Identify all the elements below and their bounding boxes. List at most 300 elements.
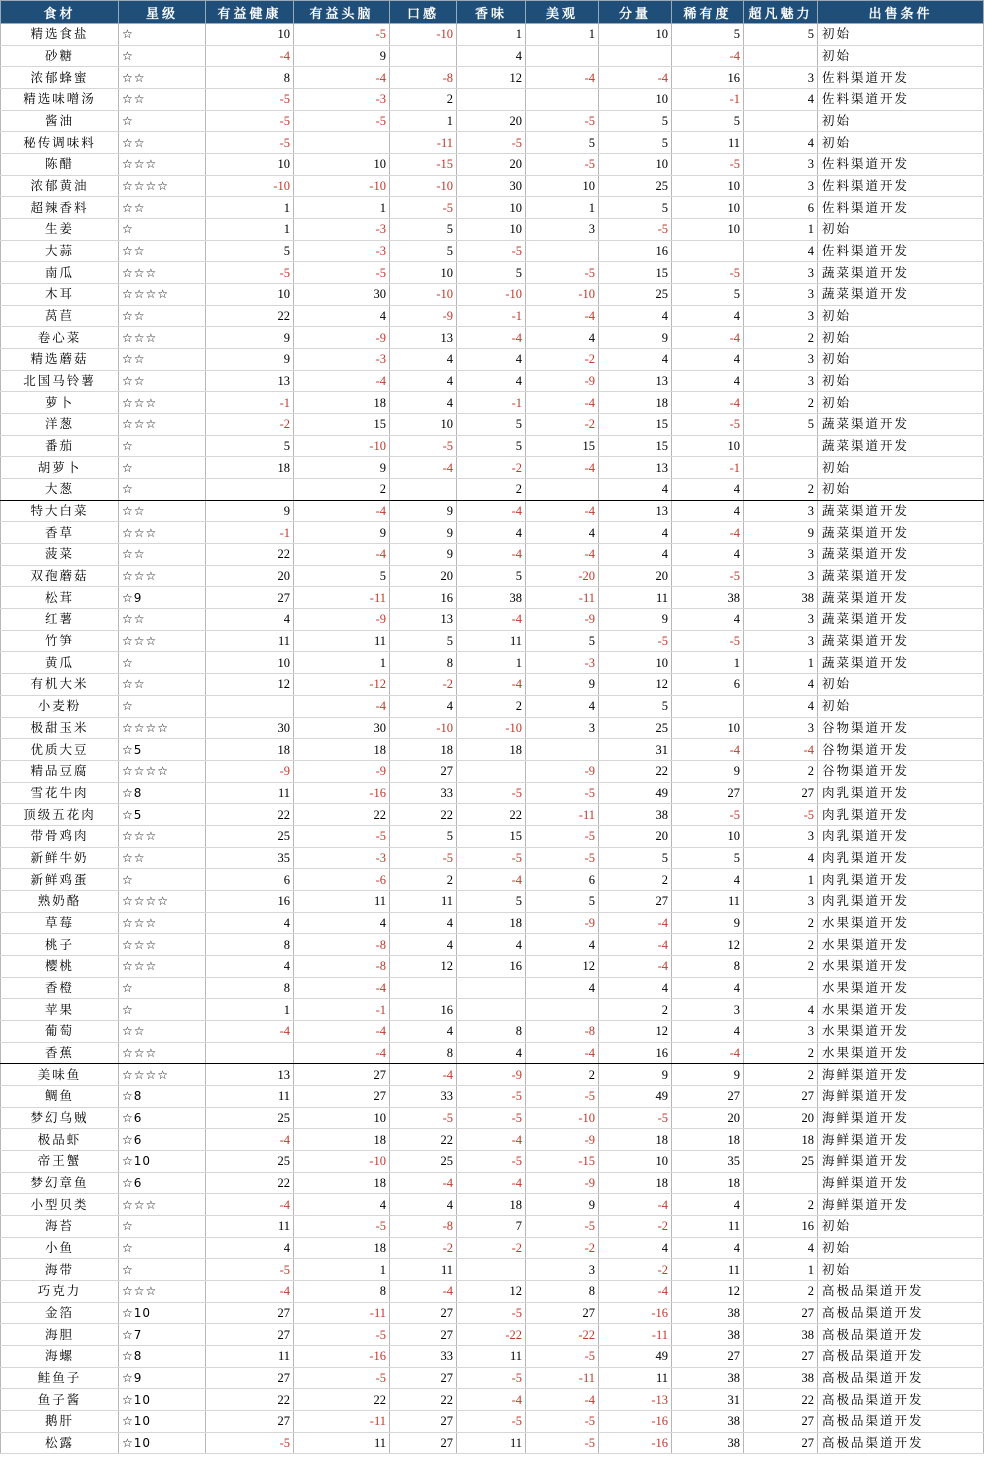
stat-cell: 20	[457, 154, 526, 176]
stat-cell: 3	[744, 1020, 818, 1042]
stat-cell: 5	[672, 24, 744, 46]
stat-cell: 9	[672, 912, 744, 934]
stat-cell: 4	[599, 305, 672, 327]
star-rating-cell: ☆☆☆	[119, 565, 206, 587]
stat-cell: -5	[672, 630, 744, 652]
star-rating-cell: ☆☆	[119, 132, 206, 154]
table-row	[1, 1150, 984, 1172]
stat-cell: 4	[599, 479, 672, 501]
stat-cell: 11	[672, 1259, 744, 1281]
stat-cell: 4	[599, 1237, 672, 1259]
stat-cell: 30	[294, 284, 390, 306]
stat-cell: 4	[672, 500, 744, 522]
star-rating-cell: ☆☆	[119, 544, 206, 566]
sale-condition-cell: 肉乳渠道开发	[818, 890, 984, 912]
ingredient-name-cell: 南瓜	[1, 262, 119, 284]
stat-cell: 35	[672, 1150, 744, 1172]
sale-condition-cell: 佐料渠道开发	[818, 154, 984, 176]
stat-cell: 4	[672, 370, 744, 392]
star-rating-cell: ☆10	[119, 1432, 206, 1454]
stat-cell: 9	[390, 522, 457, 544]
stat-cell: 9	[206, 500, 294, 522]
stat-cell: 8	[672, 955, 744, 977]
stat-cell: 10	[672, 175, 744, 197]
stat-cell: -4	[672, 327, 744, 349]
stat-cell: -5	[294, 24, 390, 46]
stat-cell: 30	[457, 175, 526, 197]
star-rating-cell: ☆☆	[119, 674, 206, 696]
stat-cell: -2	[457, 1237, 526, 1259]
stat-cell: 10	[599, 1150, 672, 1172]
stat-cell: 9	[294, 45, 390, 67]
stat-cell: -4	[294, 370, 390, 392]
stat-cell: -15	[526, 1150, 599, 1172]
stat-cell: 13	[206, 1064, 294, 1086]
header-row	[1, 1, 984, 24]
star-rating-cell: ☆9	[119, 1367, 206, 1389]
stat-cell: -4	[206, 1194, 294, 1216]
star-rating-cell: ☆8	[119, 782, 206, 804]
stat-cell: -11	[294, 1411, 390, 1433]
stat-cell: -10	[526, 284, 599, 306]
star-rating-cell: ☆10	[119, 1411, 206, 1433]
stat-cell	[744, 457, 818, 479]
stat-cell: 4	[744, 999, 818, 1021]
stat-cell: 4	[672, 609, 744, 631]
stat-cell: 9	[390, 500, 457, 522]
stat-cell: -5	[206, 262, 294, 284]
stat-cell: 9	[390, 544, 457, 566]
stat-cell: -5	[457, 1085, 526, 1107]
stat-cell: 27	[390, 760, 457, 782]
stat-cell: -9	[526, 760, 599, 782]
stat-cell: 8	[390, 652, 457, 674]
stat-cell: -6	[294, 869, 390, 891]
stat-cell: 22	[206, 1172, 294, 1194]
stat-cell: -8	[526, 1020, 599, 1042]
stat-cell: -1	[672, 457, 744, 479]
ingredient-name-cell: 菠菜	[1, 544, 119, 566]
stat-cell: 10	[599, 89, 672, 111]
stat-cell: 2	[744, 1280, 818, 1302]
table-row	[1, 435, 984, 457]
stat-cell: -5	[390, 435, 457, 457]
stat-cell: 18	[599, 1172, 672, 1194]
star-rating-cell: ☆8	[119, 1345, 206, 1367]
sale-condition-cell: 初始	[818, 392, 984, 414]
stat-cell	[206, 695, 294, 717]
ingredient-name-cell: 极甜玉米	[1, 717, 119, 739]
stat-cell: -5	[457, 1302, 526, 1324]
table-row	[1, 1020, 984, 1042]
star-rating-cell: ☆☆☆	[119, 522, 206, 544]
sale-condition-cell: 佐料渠道开发	[818, 67, 984, 89]
stat-cell: -5	[294, 110, 390, 132]
stat-cell	[457, 977, 526, 999]
stat-cell: -4	[599, 1280, 672, 1302]
header-brain: 有益头脑	[294, 1, 390, 24]
ingredient-name-cell: 小鱼	[1, 1237, 119, 1259]
stat-cell: 22	[206, 305, 294, 327]
sale-condition-cell: 海鲜渠道开发	[818, 1085, 984, 1107]
stat-cell: 10	[206, 652, 294, 674]
stat-cell: 1	[294, 1259, 390, 1281]
stat-cell: 1	[390, 110, 457, 132]
stat-cell: 27	[206, 587, 294, 609]
stat-cell: 11	[206, 630, 294, 652]
stat-cell: -5	[390, 197, 457, 219]
stat-cell: -4	[526, 544, 599, 566]
stat-cell: -2	[599, 1215, 672, 1237]
stat-cell	[390, 977, 457, 999]
stat-cell: 10	[294, 154, 390, 176]
stat-cell: -11	[526, 804, 599, 826]
ingredient-name-cell: 北国马铃薯	[1, 370, 119, 392]
ingredient-name-cell: 巧克力	[1, 1280, 119, 1302]
stat-cell: 5	[390, 219, 457, 241]
stat-cell: -2	[390, 1237, 457, 1259]
stat-cell: 27	[672, 1345, 744, 1367]
ingredient-name-cell: 木耳	[1, 284, 119, 306]
stat-cell: 22	[599, 760, 672, 782]
stat-cell: -4	[457, 1129, 526, 1151]
stat-cell: 12	[526, 955, 599, 977]
stat-cell: 4	[457, 1042, 526, 1064]
stat-cell: -5	[294, 1367, 390, 1389]
table-row	[1, 197, 984, 219]
sale-condition-cell: 初始	[818, 110, 984, 132]
stat-cell: -5	[457, 782, 526, 804]
stat-cell: 49	[599, 1085, 672, 1107]
ingredient-name-cell: 梦幻乌贼	[1, 1107, 119, 1129]
star-rating-cell: ☆☆☆	[119, 414, 206, 436]
stat-cell: -4	[390, 1172, 457, 1194]
table-row	[1, 479, 984, 501]
stat-cell: -5	[206, 1432, 294, 1454]
stat-cell: -5	[526, 262, 599, 284]
sale-condition-cell: 高极品渠道开发	[818, 1411, 984, 1433]
sale-condition-cell: 初始	[818, 674, 984, 696]
table-row	[1, 825, 984, 847]
star-rating-cell: ☆☆☆	[119, 392, 206, 414]
stat-cell: 10	[206, 284, 294, 306]
table-body	[1, 24, 984, 1454]
stat-cell: 4	[457, 45, 526, 67]
stat-cell: 2	[526, 1064, 599, 1086]
sale-condition-cell: 初始	[818, 305, 984, 327]
sale-condition-cell: 初始	[818, 1237, 984, 1259]
stat-cell: 27	[390, 1367, 457, 1389]
stat-cell	[744, 435, 818, 457]
table-row	[1, 609, 984, 631]
stat-cell: 4	[457, 934, 526, 956]
star-rating-cell: ☆7	[119, 1324, 206, 1346]
stat-cell: -4	[599, 1194, 672, 1216]
ingredient-name-cell: 小型贝类	[1, 1194, 119, 1216]
ingredient-name-cell: 香蕉	[1, 1042, 119, 1064]
stat-cell: 27	[599, 890, 672, 912]
stat-cell: -9	[294, 609, 390, 631]
sale-condition-cell: 水果渠道开发	[818, 977, 984, 999]
stat-cell: 3	[744, 349, 818, 371]
stat-cell: 27	[206, 1367, 294, 1389]
stat-cell: 49	[599, 1345, 672, 1367]
stat-cell: 12	[672, 934, 744, 956]
stat-cell: 4	[390, 934, 457, 956]
stat-cell: 13	[599, 370, 672, 392]
stat-cell: 4	[390, 1020, 457, 1042]
ingredient-name-cell: 陈醋	[1, 154, 119, 176]
stat-cell: 11	[206, 1215, 294, 1237]
stat-cell: -11	[599, 1324, 672, 1346]
stat-cell: -1	[457, 305, 526, 327]
stat-cell: -4	[457, 869, 526, 891]
stat-cell: 4	[457, 349, 526, 371]
stat-cell: 9	[294, 457, 390, 479]
stat-cell: 4	[672, 1237, 744, 1259]
stat-cell: 1	[206, 197, 294, 219]
sale-condition-cell: 蔬菜渠道开发	[818, 652, 984, 674]
stat-cell: -4	[672, 392, 744, 414]
stat-cell: 4	[744, 695, 818, 717]
stat-cell: 2	[744, 934, 818, 956]
stat-cell: -5	[206, 110, 294, 132]
stat-cell: 18	[294, 1237, 390, 1259]
table-row	[1, 782, 984, 804]
ingredient-name-cell: 熟奶酪	[1, 890, 119, 912]
table-row	[1, 565, 984, 587]
star-rating-cell: ☆☆☆	[119, 327, 206, 349]
ingredient-name-cell: 松露	[1, 1432, 119, 1454]
ingredient-name-cell: 鱼子酱	[1, 1389, 119, 1411]
sale-condition-cell: 高极品渠道开发	[818, 1389, 984, 1411]
table-row	[1, 1215, 984, 1237]
stat-cell: 5	[526, 890, 599, 912]
stat-cell: 4	[390, 370, 457, 392]
stat-cell: 4	[672, 479, 744, 501]
stat-cell: 2	[744, 392, 818, 414]
stat-cell: 1	[526, 24, 599, 46]
sale-condition-cell: 初始	[818, 219, 984, 241]
stat-cell: 12	[206, 674, 294, 696]
stat-cell: -4	[390, 457, 457, 479]
star-rating-cell: ☆	[119, 219, 206, 241]
stat-cell: 20	[599, 565, 672, 587]
stat-cell: 3	[744, 544, 818, 566]
ingredient-name-cell: 大蒜	[1, 240, 119, 262]
stat-cell	[294, 132, 390, 154]
stat-cell: 27	[390, 1411, 457, 1433]
stat-cell: 10	[390, 414, 457, 436]
stat-cell: 2	[744, 1194, 818, 1216]
stat-cell: 2	[599, 869, 672, 891]
stat-cell: 4	[672, 305, 744, 327]
stat-cell: 8	[294, 1280, 390, 1302]
stat-cell	[526, 240, 599, 262]
sale-condition-cell: 蔬菜渠道开发	[818, 565, 984, 587]
stat-cell: -5	[526, 154, 599, 176]
stat-cell: 3	[744, 630, 818, 652]
stat-cell	[672, 695, 744, 717]
stat-cell: 5	[744, 414, 818, 436]
stat-cell: -5	[206, 132, 294, 154]
sale-condition-cell: 初始	[818, 45, 984, 67]
stat-cell: -16	[294, 1345, 390, 1367]
stat-cell: 4	[599, 349, 672, 371]
stat-cell	[390, 45, 457, 67]
stat-cell: -4	[390, 1280, 457, 1302]
stat-cell: -5	[526, 847, 599, 869]
stat-cell: -4	[294, 500, 390, 522]
stat-cell: 10	[672, 825, 744, 847]
stat-cell: 4	[526, 695, 599, 717]
sale-condition-cell: 水果渠道开发	[818, 912, 984, 934]
stat-cell: 27	[390, 1324, 457, 1346]
stat-cell: 18	[294, 739, 390, 761]
stat-cell: -4	[294, 544, 390, 566]
ingredient-name-cell: 鲷鱼	[1, 1085, 119, 1107]
stat-cell: 15	[526, 435, 599, 457]
stat-cell: 9	[206, 349, 294, 371]
ingredient-name-cell: 草莓	[1, 912, 119, 934]
stat-cell: 9	[294, 522, 390, 544]
star-rating-cell: ☆☆☆☆	[119, 175, 206, 197]
stat-cell: -4	[599, 955, 672, 977]
sale-condition-cell: 蔬菜渠道开发	[818, 544, 984, 566]
stat-cell: 13	[599, 500, 672, 522]
table-row	[1, 1259, 984, 1281]
stat-cell: -10	[390, 24, 457, 46]
stat-cell: 18	[599, 1129, 672, 1151]
ingredient-name-cell: 鹅肝	[1, 1411, 119, 1433]
stat-cell: 18	[390, 739, 457, 761]
stat-cell: -16	[294, 782, 390, 804]
table-row	[1, 1237, 984, 1259]
table-row	[1, 1280, 984, 1302]
stat-cell: -22	[457, 1324, 526, 1346]
stat-cell: 27	[744, 1302, 818, 1324]
stat-cell: 3	[744, 370, 818, 392]
stat-cell: 10	[599, 652, 672, 674]
stat-cell: 2	[744, 912, 818, 934]
table-row	[1, 1085, 984, 1107]
stat-cell: 5	[294, 565, 390, 587]
stat-cell: -11	[294, 587, 390, 609]
header-portion: 分量	[599, 1, 672, 24]
stat-cell: -11	[390, 132, 457, 154]
stat-cell: -9	[294, 760, 390, 782]
ingredient-name-cell: 生姜	[1, 219, 119, 241]
table-row	[1, 912, 984, 934]
stat-cell: 4	[294, 1194, 390, 1216]
stat-cell: -5	[526, 825, 599, 847]
star-rating-cell: ☆☆	[119, 67, 206, 89]
stat-cell: 27	[744, 1345, 818, 1367]
stat-cell: 5	[526, 132, 599, 154]
stat-cell: 3	[526, 219, 599, 241]
table-row	[1, 804, 984, 826]
stat-cell: -2	[390, 674, 457, 696]
stat-cell: 4	[390, 392, 457, 414]
stat-cell: -2	[457, 457, 526, 479]
stat-cell: 5	[599, 695, 672, 717]
stat-cell: 33	[390, 1085, 457, 1107]
stat-cell: 1	[672, 652, 744, 674]
star-rating-cell: ☆☆☆	[119, 630, 206, 652]
star-rating-cell: ☆10	[119, 1389, 206, 1411]
stat-cell: -5	[599, 219, 672, 241]
stat-cell: 22	[206, 544, 294, 566]
stat-cell: 18	[206, 739, 294, 761]
star-rating-cell: ☆☆☆	[119, 1194, 206, 1216]
star-rating-cell: ☆	[119, 457, 206, 479]
stat-cell: 5	[390, 240, 457, 262]
stat-cell: -4	[457, 544, 526, 566]
stat-cell: -5	[672, 414, 744, 436]
ingredient-name-cell: 萝卜	[1, 392, 119, 414]
stat-cell: -5	[526, 782, 599, 804]
stat-cell: -8	[390, 67, 457, 89]
table-row	[1, 1042, 984, 1064]
stat-cell: 2	[294, 479, 390, 501]
table-row	[1, 370, 984, 392]
stat-cell: -2	[599, 1259, 672, 1281]
stat-cell: 13	[390, 609, 457, 631]
stat-cell: 11	[206, 782, 294, 804]
stat-cell: 20	[206, 565, 294, 587]
stat-cell: -9	[457, 1064, 526, 1086]
stat-cell: 4	[744, 847, 818, 869]
stat-cell: 2	[744, 955, 818, 977]
stat-cell: -10	[294, 175, 390, 197]
table-row	[1, 1432, 984, 1454]
table-row	[1, 500, 984, 522]
stat-cell: -4	[526, 305, 599, 327]
table-row	[1, 305, 984, 327]
stat-cell	[744, 977, 818, 999]
stat-cell: -1	[206, 392, 294, 414]
stat-cell: 4	[206, 955, 294, 977]
table-row	[1, 999, 984, 1021]
stat-cell: 38	[744, 587, 818, 609]
star-rating-cell: ☆	[119, 1215, 206, 1237]
sale-condition-cell: 初始	[818, 1215, 984, 1237]
stat-cell: 8	[457, 1020, 526, 1042]
stat-cell: 4	[744, 1237, 818, 1259]
sale-condition-cell: 肉乳渠道开发	[818, 847, 984, 869]
table-row	[1, 739, 984, 761]
stat-cell: 16	[390, 587, 457, 609]
stat-cell: -4	[457, 1389, 526, 1411]
stat-cell: 25	[390, 1150, 457, 1172]
stat-cell: 27	[744, 782, 818, 804]
table-row	[1, 695, 984, 717]
stat-cell: 4	[526, 977, 599, 999]
star-rating-cell: ☆10	[119, 1150, 206, 1172]
stat-cell: 4	[672, 1020, 744, 1042]
stat-cell: 13	[599, 457, 672, 479]
sale-condition-cell: 初始	[818, 1259, 984, 1281]
table-row	[1, 392, 984, 414]
stat-cell: -5	[672, 565, 744, 587]
sale-condition-cell: 肉乳渠道开发	[818, 825, 984, 847]
stat-cell: -4	[526, 1389, 599, 1411]
stat-cell: -5	[599, 1107, 672, 1129]
stat-cell: 5	[526, 630, 599, 652]
stat-cell: 7	[457, 1215, 526, 1237]
stat-cell: 10	[206, 24, 294, 46]
stat-cell: -10	[457, 717, 526, 739]
